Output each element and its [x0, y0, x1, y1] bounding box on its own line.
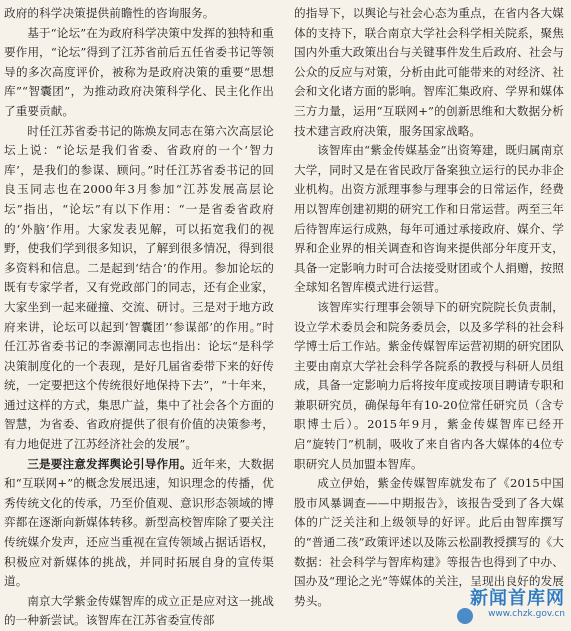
- left-paragraph-4-body: 近年来，大数据和“互联网+”的概念发展迅速，知识理念的传播，优秀传统文化的传承，乃至价值观、意识形态领域的博弈都在逐渐向新媒体转移。新型高校智库除了要关注传统媒介发声，还应当重视在宣传领域占据话语权，积极应对新媒体的挑战，并同时拓展自身的宣传渠道。: [4, 456, 274, 589]
- left-paragraph-4: [4, 455, 274, 592]
- right-paragraph-3: 该智库实行理事会领导下的研究院院长负责制，设立学术委员会和院务委员会，以及多学科的社会科学博士后工作站。紫金传媒智库运营初期的研究团队主要由南京大学社会科学各院系的教授与科研人员组成，具备一定影响力后将按年度或按项目聘请专职和兼职研究员，确保每年有10-20位常任研究员（含专职博士后）。2015年9月，紫金传媒智库已经开启“旋转门”机制，吸收了来自省内各大媒体的4位专职研究人员加盟本智库。: [294, 299, 564, 471]
- left-paragraph-3: 时任江苏省委书记的陈焕友同志在第六次高层论坛上说：“论坛是我们省委、省政府的一个‘智力库’，是我们的参谋、顾问。”时任江苏省委书记的回良玉同志也在2000年3月参加“江苏发展高层论坛”指出，“论坛”有以下作用：“一是省委省政府的‘外脑’作用。大家发表见解，可以拓宽我们的视野，使我们学到很多知识，了解到很多情况，得到很多资料和信息。二是起到‘结合’的作用。参加论坛的既有专家学者，又有党政部门的同志，还有企业家，大家坐到一起来碰撞、交流、研讨。三是对于地方政府来讲，论坛可以起到‘智囊团’‘参谋部’的作用。”时任江苏省委书记的李源潮同志也指出：论坛“是科学决策制度化的一个表现，是好几届省委带下来的好传统，一定要把这个传统很好地保持下去”，“十年来，通过这样的方式，集思广益，集中了社会各个方面的智慧，为省委、省政府提供了很有价值的决策参考，有力地促进了江苏经济社会的发展”。: [4, 123, 274, 452]
- right-paragraph-1: 的指导下，以舆论与社会心态为重点，在省内各大媒体的支持下，联合南京大学社会科学相关院系，聚焦国内外重大政策出台与关键事件发生后政府、社会与公众的反应与对策，分析由此可能带来的对经济、社会和文化诸方面的影响。智库汇集政府、学界和媒体三方力量，运用“互联网+”的创新思维和大数据分析技术建言政府决策，服务国家战略。: [294, 6, 564, 138]
- watermark-url: www.chzk.gov.cn: [488, 609, 565, 619]
- left-paragraph-1: 政府的科学决策提供前瞻性的咨询服务。: [4, 6, 215, 20]
- right-column: [294, 4, 564, 611]
- watermark-title: 新闻首库网: [470, 588, 565, 609]
- right-paragraph-4: 成立伊始，紫金传媒智库就发布了《2015中国股市风暴调查——中期报告》，该报告受到了各大媒体的广泛关注和上级领导的好评。此后由智库撰写的“普通二孩”政策评述以及陈云松副教授撰写的《大数据：社会科学与智库构建》等报告也得到了中办、国办及“理论之光”等媒体的关注，呈现出良好的发展势头。: [294, 476, 564, 608]
- left-paragraph-2: 基于“论坛”在为政府科学决策中发挥的独特和重要作用，“论坛”得到了江苏省前后五任省委书记等领导的多次高度评价，被称为是政府决策的重要“思想库”“智囊团”，为推动政府决策科学化、民主化作出了重要贡献。: [4, 25, 274, 118]
- right-paragraph-2: 该智库由“紫金传媒基金”出资筹建，既归属南京大学，同时又是在省民政厅备案独立运行的民办非企业机构。出资方派理事参与理事会的日常运作，经费用以智库创建初期的研究工作和日常运营。两至三年后待智库运行成熟，每年可通过承接政府、媒介、学界和企业界的相关调查和咨询来提供部分年度开支，具备一定影响力时可合法接受财团或个人捐赠，按照全球知名智库模式进行运营。: [294, 143, 564, 295]
- left-paragraph-4-heading: 三是要注意发挥舆论引导作用。: [27, 456, 192, 471]
- left-paragraph-5: 南京大学紫金传媒智库的成立正是应对这一挑战的一种新尝试。该智库在江苏省委宣传部: [4, 593, 274, 628]
- left-column: [4, 4, 274, 631]
- watermark-logo-icon: [457, 608, 473, 624]
